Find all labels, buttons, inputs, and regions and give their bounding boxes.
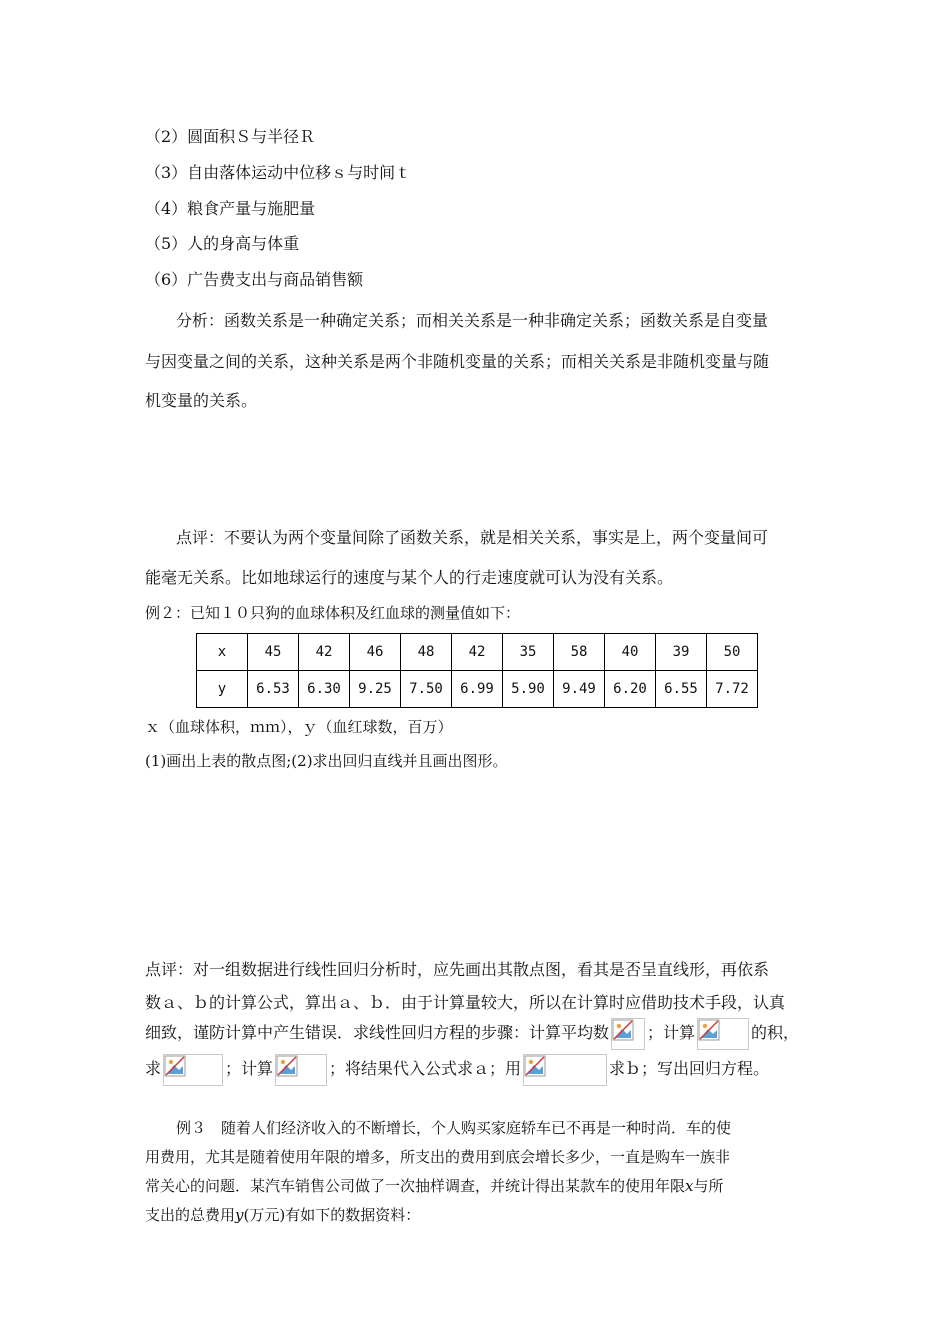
table-cell: 42 [452,634,503,671]
table-cell: 42 [299,634,350,671]
table-cell: 7.72 [707,671,758,708]
table-cell: 5.90 [503,671,554,708]
table-row [197,634,758,671]
example-3-text: 与所 [693,1177,724,1195]
example-2-title: 例２：已知１０只狗的血球体积及红血球的测量值如下： [145,604,521,622]
list-item: （5）人的身高与体重 [145,234,300,253]
comment-2-text: ；计算 [225,1059,274,1078]
variable-y: y [235,1206,244,1224]
broken-image-icon [275,1054,327,1086]
comment-2-text: 的积， [751,1023,800,1042]
table-note: ｘ（血球体积，ｍｍ），ｙ（血红球数，百万） [145,718,453,736]
broken-image-icon [163,1054,223,1086]
table-cell: x [197,634,248,671]
example-3-line [145,1175,724,1196]
table-cell: 46 [350,634,401,671]
example-3-line: 用费用，尤其是随着使用年限的增多，所支出的费用到底会增长多少，一直是购车一族非 [145,1148,731,1166]
example-3-text: 常关心的问题．某汽车销售公司做了一次抽样调查，并统计得出某款车的使用年限 [145,1177,686,1195]
table-cell: 39 [656,634,707,671]
table-cell: 40 [605,634,656,671]
table-cell: 9.25 [350,671,401,708]
example-3-line [145,1204,420,1225]
blood-data-table [196,633,758,708]
comment-2-text: 细致，谨防计算中产生错误．求线性回归方程的步骤：计算平均数 [145,1023,610,1042]
table-cell: 35 [503,634,554,671]
variable-x: x [685,1177,694,1195]
table-cell: 6.30 [299,671,350,708]
broken-image-icon [611,1018,645,1050]
table-cell: 7.50 [401,671,452,708]
example-3-text: (万元)有如下的数据资料： [243,1206,421,1224]
table-cell: 48 [401,634,452,671]
example-3-text: 支出的总费用 [145,1206,236,1224]
table-cell: 58 [554,634,605,671]
list-item: （2）圆面积Ｓ与半径Ｒ [145,127,316,146]
comment-2-line [145,1015,799,1051]
broken-image-icon [697,1018,749,1050]
table-row [197,671,758,708]
analysis-line: 分析：函数关系是一种确定关系；而相关关系是一种非确定关系；函数关系是自变量 [176,311,769,330]
table-cell: 6.20 [605,671,656,708]
table-cell: 6.55 [656,671,707,708]
comment-2-line: 数ａ、ｂ的计算公式，算出ａ、ｂ．由于计算量较大，所以在计算时应借助技术手段，认真 [145,993,786,1012]
comment-2-text: 求ｂ；写出回归方程。 [609,1059,770,1078]
list-item: （4）粮食产量与施肥量 [145,199,316,218]
example-3-line: 例３ 随着人们经济收入的不断增长，个人购买家庭轿车已不再是一种时尚．车的使 [176,1119,732,1137]
analysis-line: 与因变量之间的关系，这种关系是两个非随机变量的关系；而相关关系是非随机变量与随 [145,352,770,371]
table-cell: y [197,671,248,708]
list-item: （6）广告费支出与商品销售额 [145,270,364,289]
comment-2-line [145,1051,769,1087]
comment-line: 点评：不要认为两个变量间除了函数关系，就是相关关系，事实是上，两个变量间可 [176,528,769,547]
broken-image-icon [523,1054,607,1086]
table-cell: 6.99 [452,671,503,708]
comment-2-text: 求 [145,1059,162,1078]
analysis-line: 机变量的关系。 [145,391,258,410]
list-item: （3）自由落体运动中位移ｓ与时间ｔ [145,163,412,182]
table-cell: 9.49 [554,671,605,708]
table-cell: 6.53 [248,671,299,708]
comment-2-line: 点评：对一组数据进行线性回归分析时，应先画出其散点图，看其是否呈直线形，再依系 [145,960,770,979]
table-cell: 50 [707,634,758,671]
example-2-task: (1)画出上表的散点图;(2)求出回归直线并且画出图形。 [145,752,508,770]
comment-line: 能毫无关系。比如地球运行的速度与某个人的行走速度就可认为没有关系。 [145,568,674,587]
comment-2-text: ；将结果代入公式求ａ；用 [329,1059,522,1078]
table-cell: 45 [248,634,299,671]
comment-2-text: ；计算 [647,1023,696,1042]
